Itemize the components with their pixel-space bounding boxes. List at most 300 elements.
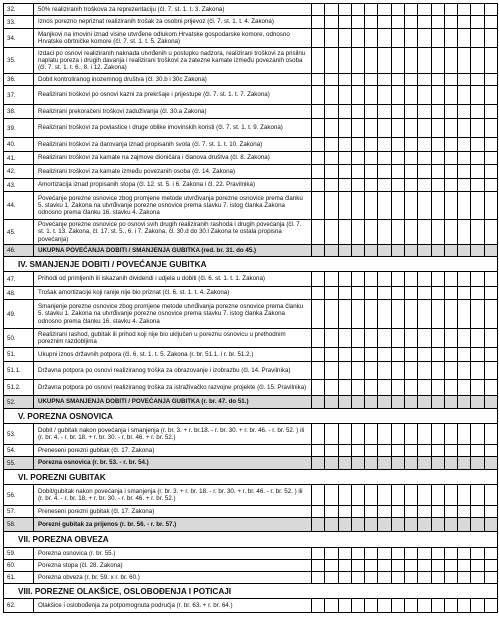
amount-digit-cell[interactable] [365,548,378,559]
amount-digit-cell[interactable] [432,457,445,469]
amount-digit-cell[interactable] [365,119,378,137]
amount-digit-cell[interactable] [392,165,405,178]
amount-digit-cell[interactable] [378,300,391,328]
amount-digit-cell[interactable] [392,560,405,571]
amount-digit-cell[interactable] [458,329,471,347]
amount-digit-cell[interactable] [325,300,338,328]
amount-digit-cell[interactable] [432,74,445,85]
amount-digit-cell[interactable] [325,152,338,164]
amount-digit-cell[interactable] [339,300,352,328]
amount-digit-cell[interactable] [365,272,378,286]
amount-digit-cell[interactable] [445,119,458,137]
amount-digit-cell[interactable] [339,424,352,444]
amount-digit-cell[interactable] [325,348,338,361]
amount-digit-cell[interactable] [325,138,338,151]
amount-digit-cell[interactable] [378,16,391,28]
amount-digit-cell[interactable] [378,424,391,444]
amount-digit-cell[interactable] [485,380,497,395]
amount-digit-cell[interactable] [325,599,338,612]
amount-digit-cell[interactable] [405,138,418,151]
amount-digit-cell[interactable] [485,16,497,28]
amount-digit-cell[interactable] [445,599,458,612]
amount-digit-cell[interactable] [339,599,352,612]
amount-digit-cell[interactable] [325,506,338,517]
amount-digit-cell[interactable] [485,287,497,299]
amount-digit-cell[interactable] [418,29,431,47]
amount-digit-cell[interactable] [471,152,484,164]
amount-digit-cell[interactable] [325,518,338,531]
amount-digit-cell[interactable] [418,445,431,456]
amount-digit-cell[interactable] [405,380,418,395]
amount-digit-cell[interactable] [471,599,484,612]
amount-digit-cell[interactable] [339,245,352,256]
amount-digit-cell[interactable] [352,300,365,328]
amount-digit-cell[interactable] [418,424,431,444]
amount-digit-cell[interactable] [485,74,497,85]
amount-digit-cell[interactable] [471,548,484,559]
amount-digit-cell[interactable] [445,485,458,505]
amount-digit-cell[interactable] [352,599,365,612]
amount-digit-cell[interactable] [432,548,445,559]
amount-digit-cell[interactable] [405,74,418,85]
amount-digit-cell[interactable] [365,86,378,104]
amount-digit-cell[interactable] [418,380,431,395]
amount-digit-cell[interactable] [432,245,445,256]
amount-digit-cell[interactable] [471,362,484,379]
amount-digit-cell[interactable] [432,424,445,444]
amount-digit-cell[interactable] [432,86,445,104]
amount-digit-cell[interactable] [339,396,352,408]
amount-digit-cell[interactable] [352,4,365,15]
amount-digit-cell[interactable] [352,192,365,219]
amount-digit-cell[interactable] [418,220,431,244]
amount-digit-cell[interactable] [325,86,338,104]
amount-digit-cell[interactable] [378,105,391,118]
amount-digit-cell[interactable] [325,29,338,47]
amount-digit-cell[interactable] [392,548,405,559]
amount-digit-cell[interactable] [458,119,471,137]
amount-digit-cell[interactable] [418,245,431,256]
amount-digit-cell[interactable] [432,152,445,164]
amount-digit-cell[interactable] [352,105,365,118]
amount-digit-cell[interactable] [405,599,418,612]
amount-digit-cell[interactable] [352,518,365,531]
amount-digit-cell[interactable] [405,329,418,347]
amount-digit-cell[interactable] [458,599,471,612]
amount-digit-cell[interactable] [458,457,471,469]
amount-digit-cell[interactable] [405,48,418,73]
amount-digit-cell[interactable] [312,548,325,559]
amount-digit-cell[interactable] [312,560,325,571]
amount-digit-cell[interactable] [365,287,378,299]
amount-digit-cell[interactable] [352,245,365,256]
amount-digit-cell[interactable] [471,457,484,469]
amount-digit-cell[interactable] [445,287,458,299]
amount-digit-cell[interactable] [445,220,458,244]
amount-digit-cell[interactable] [378,220,391,244]
amount-digit-cell[interactable] [339,348,352,361]
amount-digit-cell[interactable] [405,152,418,164]
amount-digit-cell[interactable] [325,179,338,191]
amount-digit-cell[interactable] [405,300,418,328]
amount-digit-cell[interactable] [339,119,352,137]
amount-digit-cell[interactable] [458,380,471,395]
amount-digit-cell[interactable] [405,572,418,583]
amount-digit-cell[interactable] [485,348,497,361]
amount-digit-cell[interactable] [365,29,378,47]
amount-digit-cell[interactable] [485,165,497,178]
amount-digit-cell[interactable] [445,245,458,256]
amount-digit-cell[interactable] [365,329,378,347]
amount-digit-cell[interactable] [485,445,497,456]
amount-digit-cell[interactable] [352,29,365,47]
amount-digit-cell[interactable] [339,220,352,244]
amount-digit-cell[interactable] [378,396,391,408]
amount-digit-cell[interactable] [378,86,391,104]
amount-digit-cell[interactable] [392,329,405,347]
amount-digit-cell[interactable] [378,560,391,571]
amount-digit-cell[interactable] [458,179,471,191]
amount-digit-cell[interactable] [432,119,445,137]
amount-digit-cell[interactable] [312,518,325,531]
amount-digit-cell[interactable] [325,105,338,118]
amount-digit-cell[interactable] [378,548,391,559]
amount-digit-cell[interactable] [445,362,458,379]
amount-digit-cell[interactable] [392,445,405,456]
amount-digit-cell[interactable] [339,485,352,505]
amount-digit-cell[interactable] [378,348,391,361]
amount-digit-cell[interactable] [312,599,325,612]
amount-digit-cell[interactable] [405,560,418,571]
amount-digit-cell[interactable] [471,272,484,286]
amount-digit-cell[interactable] [485,548,497,559]
amount-digit-cell[interactable] [485,457,497,469]
amount-digit-cell[interactable] [458,48,471,73]
amount-digit-cell[interactable] [432,380,445,395]
amount-digit-cell[interactable] [432,396,445,408]
amount-digit-cell[interactable] [418,119,431,137]
amount-digit-cell[interactable] [312,138,325,151]
amount-digit-cell[interactable] [378,445,391,456]
amount-digit-cell[interactable] [432,220,445,244]
amount-digit-cell[interactable] [405,86,418,104]
amount-digit-cell[interactable] [339,362,352,379]
amount-digit-cell[interactable] [405,245,418,256]
amount-digit-cell[interactable] [405,445,418,456]
amount-digit-cell[interactable] [352,16,365,28]
amount-digit-cell[interactable] [378,572,391,583]
amount-digit-cell[interactable] [312,192,325,219]
amount-digit-cell[interactable] [312,329,325,347]
amount-digit-cell[interactable] [392,179,405,191]
amount-digit-cell[interactable] [325,272,338,286]
amount-digit-cell[interactable] [339,152,352,164]
amount-digit-cell[interactable] [471,506,484,517]
amount-digit-cell[interactable] [352,152,365,164]
amount-digit-cell[interactable] [325,362,338,379]
amount-digit-cell[interactable] [405,29,418,47]
amount-digit-cell[interactable] [365,445,378,456]
amount-digit-cell[interactable] [392,362,405,379]
amount-digit-cell[interactable] [392,457,405,469]
amount-digit-cell[interactable] [445,396,458,408]
amount-digit-cell[interactable] [378,245,391,256]
amount-digit-cell[interactable] [352,396,365,408]
amount-digit-cell[interactable] [352,362,365,379]
amount-digit-cell[interactable] [445,380,458,395]
amount-digit-cell[interactable] [445,86,458,104]
amount-digit-cell[interactable] [352,445,365,456]
amount-digit-cell[interactable] [378,599,391,612]
amount-digit-cell[interactable] [471,300,484,328]
amount-digit-cell[interactable] [378,48,391,73]
amount-digit-cell[interactable] [352,48,365,73]
amount-digit-cell[interactable] [312,165,325,178]
amount-digit-cell[interactable] [312,485,325,505]
amount-digit-cell[interactable] [378,4,391,15]
amount-digit-cell[interactable] [418,518,431,531]
amount-digit-cell[interactable] [325,74,338,85]
amount-digit-cell[interactable] [392,74,405,85]
amount-digit-cell[interactable] [432,4,445,15]
amount-digit-cell[interactable] [418,287,431,299]
amount-digit-cell[interactable] [365,192,378,219]
amount-digit-cell[interactable] [378,485,391,505]
amount-digit-cell[interactable] [471,74,484,85]
amount-digit-cell[interactable] [392,192,405,219]
amount-digit-cell[interactable] [312,287,325,299]
amount-digit-cell[interactable] [405,165,418,178]
amount-digit-cell[interactable] [405,362,418,379]
amount-digit-cell[interactable] [392,245,405,256]
amount-digit-cell[interactable] [312,445,325,456]
amount-digit-cell[interactable] [471,572,484,583]
amount-digit-cell[interactable] [445,445,458,456]
amount-digit-cell[interactable] [365,220,378,244]
amount-digit-cell[interactable] [471,29,484,47]
amount-digit-cell[interactable] [365,179,378,191]
amount-digit-cell[interactable] [365,348,378,361]
amount-digit-cell[interactable] [418,457,431,469]
amount-digit-cell[interactable] [485,518,497,531]
amount-digit-cell[interactable] [471,245,484,256]
amount-digit-cell[interactable] [432,179,445,191]
amount-digit-cell[interactable] [365,152,378,164]
amount-digit-cell[interactable] [485,152,497,164]
amount-digit-cell[interactable] [405,287,418,299]
amount-digit-cell[interactable] [378,152,391,164]
amount-digit-cell[interactable] [405,485,418,505]
amount-digit-cell[interactable] [432,138,445,151]
amount-digit-cell[interactable] [458,560,471,571]
amount-digit-cell[interactable] [458,29,471,47]
amount-digit-cell[interactable] [445,457,458,469]
amount-digit-cell[interactable] [458,220,471,244]
amount-digit-cell[interactable] [405,16,418,28]
amount-digit-cell[interactable] [365,105,378,118]
amount-digit-cell[interactable] [392,105,405,118]
amount-digit-cell[interactable] [485,86,497,104]
amount-digit-cell[interactable] [445,105,458,118]
amount-digit-cell[interactable] [432,16,445,28]
amount-digit-cell[interactable] [471,4,484,15]
amount-digit-cell[interactable] [365,506,378,517]
amount-digit-cell[interactable] [339,74,352,85]
amount-digit-cell[interactable] [365,16,378,28]
amount-digit-cell[interactable] [485,220,497,244]
amount-digit-cell[interactable] [485,245,497,256]
amount-digit-cell[interactable] [445,272,458,286]
amount-digit-cell[interactable] [339,105,352,118]
amount-digit-cell[interactable] [432,445,445,456]
amount-digit-cell[interactable] [458,74,471,85]
amount-digit-cell[interactable] [312,348,325,361]
amount-digit-cell[interactable] [458,16,471,28]
amount-digit-cell[interactable] [445,74,458,85]
amount-digit-cell[interactable] [352,560,365,571]
amount-digit-cell[interactable] [405,119,418,137]
amount-digit-cell[interactable] [445,348,458,361]
amount-digit-cell[interactable] [392,4,405,15]
amount-digit-cell[interactable] [339,192,352,219]
amount-digit-cell[interactable] [339,165,352,178]
amount-digit-cell[interactable] [365,599,378,612]
amount-digit-cell[interactable] [432,572,445,583]
amount-digit-cell[interactable] [485,29,497,47]
amount-digit-cell[interactable] [445,138,458,151]
amount-digit-cell[interactable] [458,506,471,517]
amount-digit-cell[interactable] [365,74,378,85]
amount-digit-cell[interactable] [485,179,497,191]
amount-digit-cell[interactable] [392,272,405,286]
amount-digit-cell[interactable] [352,165,365,178]
amount-digit-cell[interactable] [352,86,365,104]
amount-digit-cell[interactable] [325,560,338,571]
amount-digit-cell[interactable] [392,16,405,28]
amount-digit-cell[interactable] [325,16,338,28]
amount-digit-cell[interactable] [418,272,431,286]
amount-digit-cell[interactable] [445,548,458,559]
amount-digit-cell[interactable] [432,329,445,347]
amount-digit-cell[interactable] [339,16,352,28]
amount-digit-cell[interactable] [432,485,445,505]
amount-digit-cell[interactable] [432,192,445,219]
amount-digit-cell[interactable] [392,518,405,531]
amount-digit-cell[interactable] [365,4,378,15]
amount-digit-cell[interactable] [392,220,405,244]
amount-digit-cell[interactable] [418,572,431,583]
amount-digit-cell[interactable] [418,362,431,379]
amount-digit-cell[interactable] [458,192,471,219]
amount-digit-cell[interactable] [418,329,431,347]
amount-digit-cell[interactable] [471,560,484,571]
amount-digit-cell[interactable] [418,48,431,73]
amount-digit-cell[interactable] [485,272,497,286]
amount-digit-cell[interactable] [312,48,325,73]
amount-digit-cell[interactable] [485,572,497,583]
amount-digit-cell[interactable] [339,445,352,456]
amount-digit-cell[interactable] [458,105,471,118]
amount-digit-cell[interactable] [432,105,445,118]
amount-digit-cell[interactable] [445,300,458,328]
amount-digit-cell[interactable] [445,506,458,517]
amount-digit-cell[interactable] [405,348,418,361]
amount-digit-cell[interactable] [458,165,471,178]
amount-digit-cell[interactable] [339,518,352,531]
amount-digit-cell[interactable] [405,192,418,219]
amount-digit-cell[interactable] [312,362,325,379]
amount-digit-cell[interactable] [471,192,484,219]
amount-digit-cell[interactable] [339,86,352,104]
amount-digit-cell[interactable] [378,457,391,469]
amount-digit-cell[interactable] [471,424,484,444]
amount-digit-cell[interactable] [339,380,352,395]
amount-digit-cell[interactable] [392,300,405,328]
amount-digit-cell[interactable] [418,192,431,219]
amount-digit-cell[interactable] [352,548,365,559]
amount-digit-cell[interactable] [458,445,471,456]
amount-digit-cell[interactable] [325,192,338,219]
amount-digit-cell[interactable] [339,48,352,73]
amount-digit-cell[interactable] [339,329,352,347]
amount-digit-cell[interactable] [405,179,418,191]
amount-digit-cell[interactable] [432,560,445,571]
amount-digit-cell[interactable] [418,86,431,104]
amount-digit-cell[interactable] [325,119,338,137]
amount-digit-cell[interactable] [352,572,365,583]
amount-digit-cell[interactable] [445,518,458,531]
amount-digit-cell[interactable] [352,457,365,469]
amount-digit-cell[interactable] [339,506,352,517]
amount-digit-cell[interactable] [378,506,391,517]
amount-digit-cell[interactable] [432,48,445,73]
amount-digit-cell[interactable] [312,16,325,28]
amount-digit-cell[interactable] [471,329,484,347]
amount-digit-cell[interactable] [325,329,338,347]
amount-digit-cell[interactable] [485,424,497,444]
amount-digit-cell[interactable] [392,29,405,47]
amount-digit-cell[interactable] [312,119,325,137]
amount-digit-cell[interactable] [445,329,458,347]
amount-digit-cell[interactable] [392,396,405,408]
amount-digit-cell[interactable] [418,152,431,164]
amount-digit-cell[interactable] [365,48,378,73]
amount-digit-cell[interactable] [445,16,458,28]
amount-digit-cell[interactable] [365,485,378,505]
amount-digit-cell[interactable] [445,165,458,178]
amount-digit-cell[interactable] [445,4,458,15]
amount-digit-cell[interactable] [418,74,431,85]
amount-digit-cell[interactable] [458,138,471,151]
amount-digit-cell[interactable] [418,396,431,408]
amount-digit-cell[interactable] [365,138,378,151]
amount-digit-cell[interactable] [392,287,405,299]
amount-digit-cell[interactable] [418,506,431,517]
amount-digit-cell[interactable] [339,287,352,299]
amount-digit-cell[interactable] [325,424,338,444]
amount-digit-cell[interactable] [352,138,365,151]
amount-digit-cell[interactable] [312,86,325,104]
amount-digit-cell[interactable] [485,300,497,328]
amount-digit-cell[interactable] [325,4,338,15]
amount-digit-cell[interactable] [405,396,418,408]
amount-digit-cell[interactable] [312,396,325,408]
amount-digit-cell[interactable] [471,445,484,456]
amount-digit-cell[interactable] [312,272,325,286]
amount-digit-cell[interactable] [485,396,497,408]
amount-digit-cell[interactable] [405,518,418,531]
amount-digit-cell[interactable] [312,152,325,164]
